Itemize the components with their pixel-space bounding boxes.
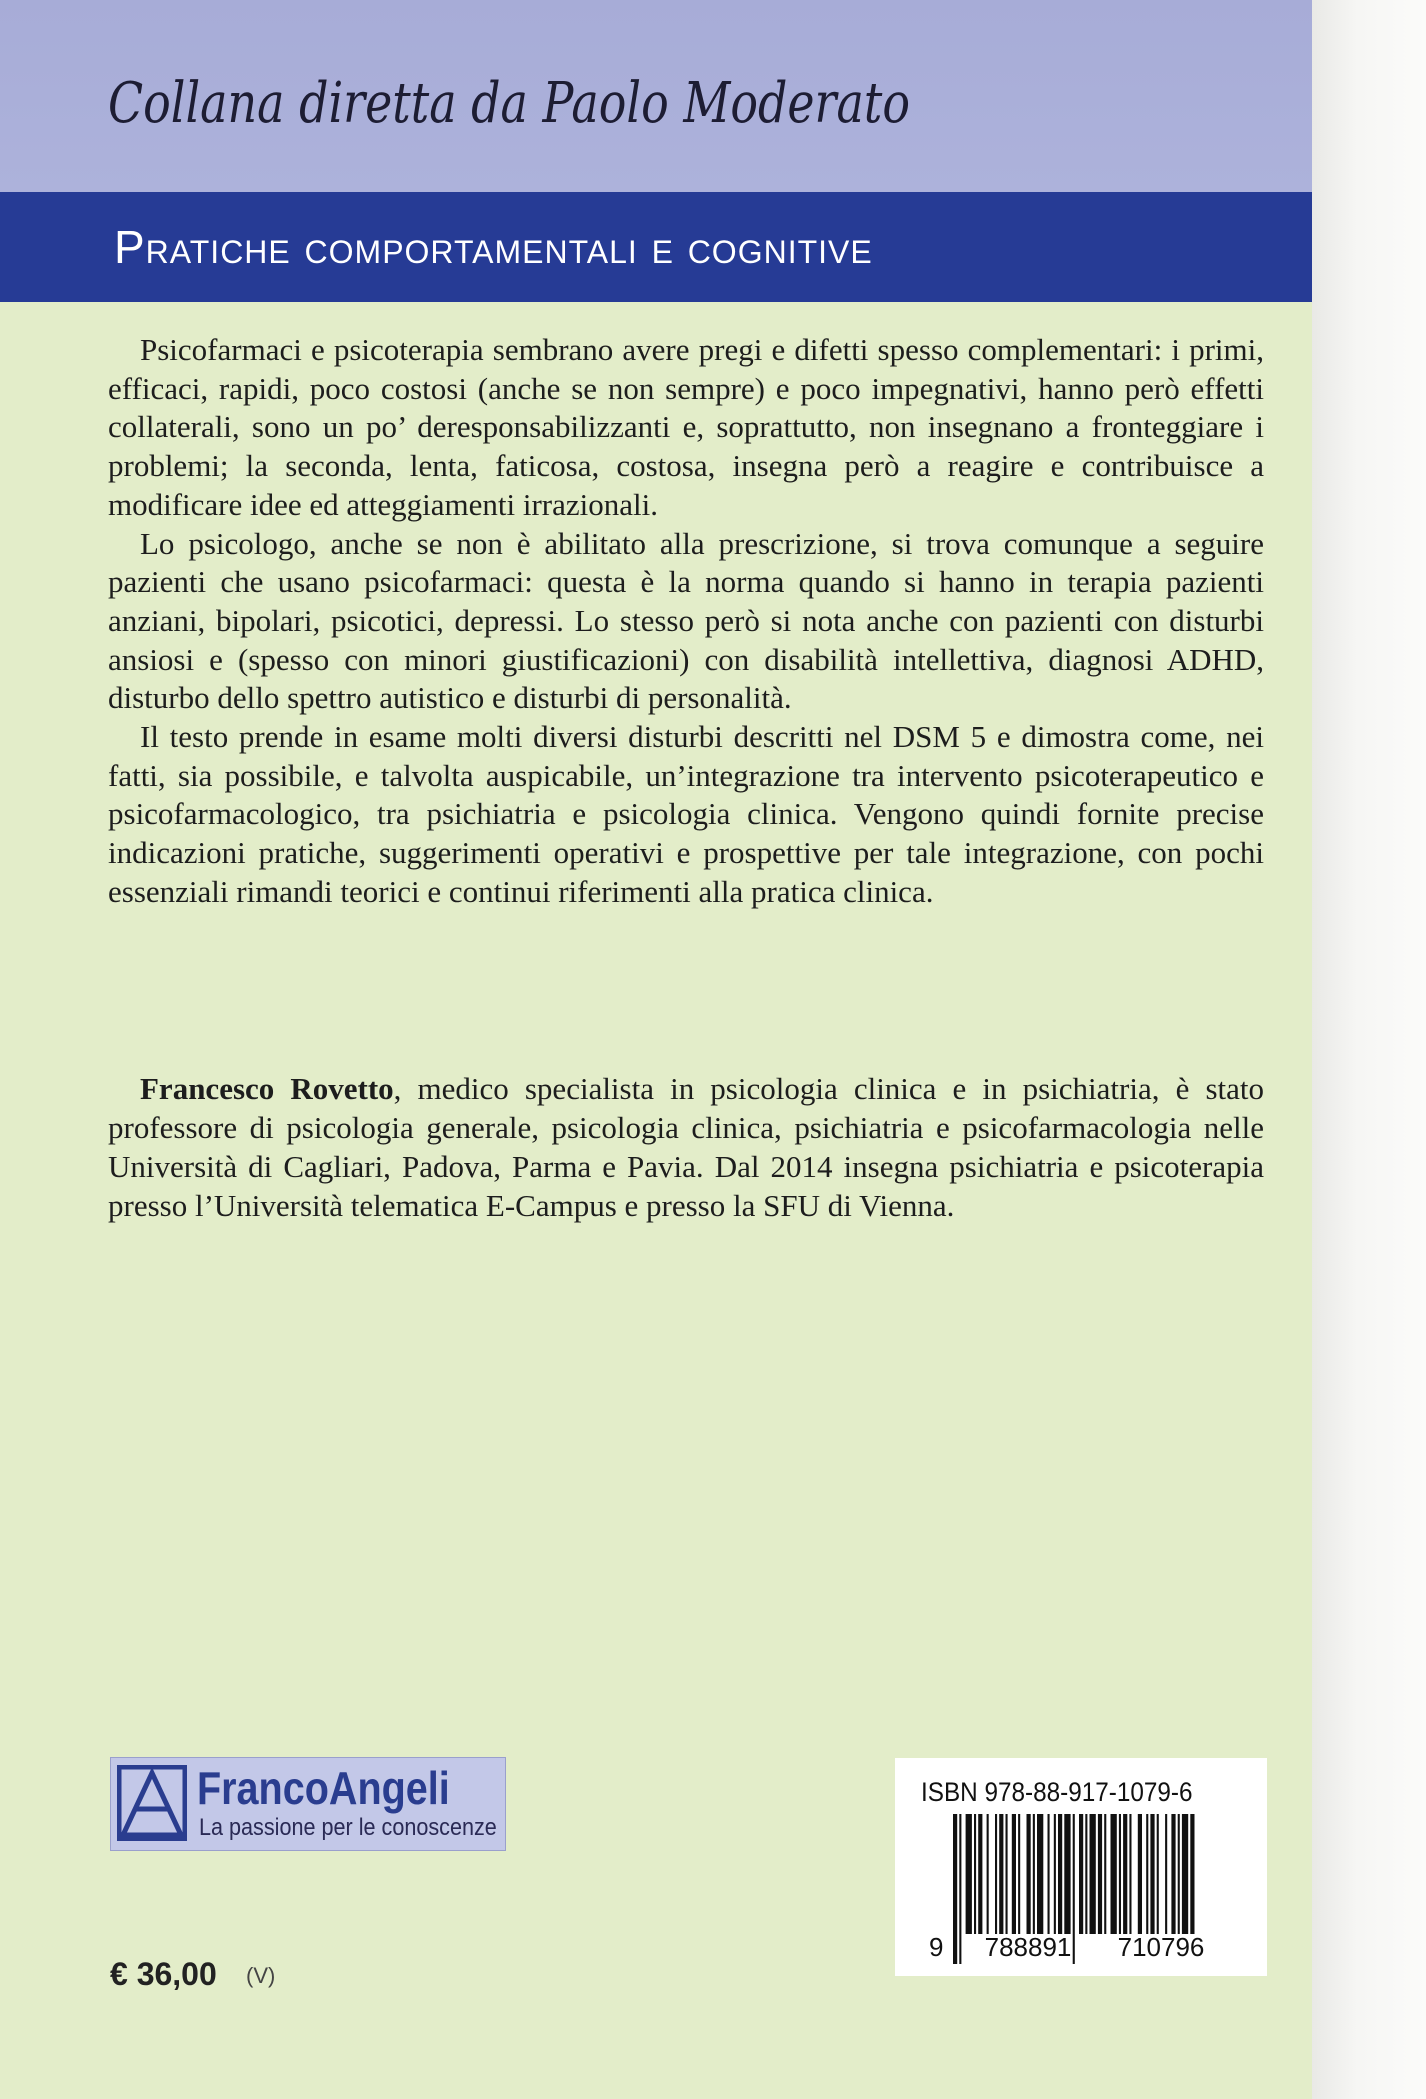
publisher-logo-icon [117,1765,187,1841]
barcode-bar [1119,1814,1121,1934]
author-bio-text: , medico specialista in psicologia clinica e in psichiatria, è stato professore di psicologia generale, psicologia clinica, psichiatria e psicofarmacologia nelle Università di Cagliari, Padova, Parma e Pavia. Dal 2014 insegna psichiatria e psicoterapia presso l’Università telematica E-Campus e presso la SFU di Vienna. [108,1071,1264,1223]
barcode-bar [1085,1814,1087,1934]
barcode-bar [1111,1814,1117,1934]
series-director: Collana diretta da Paolo Moderato [108,71,910,136]
publisher-logo [110,1757,506,1851]
barcode-bar [1064,1814,1070,1934]
barcode-bar [953,1814,957,1964]
isbn-text: ISBN 978-88-917-1079-6 [921,1777,1193,1807]
barcode-bar [1098,1814,1102,1934]
series-bar [0,192,1312,302]
publisher-name: FrancoAngeli [197,1762,450,1814]
barcode-bar [1150,1814,1154,1934]
barcode-bar [1058,1814,1062,1934]
price: € 36,00 [110,1956,217,1992]
barcode-bar [1033,1814,1035,1934]
barcode-bar [959,1814,961,1964]
barcode-bar [1165,1814,1167,1934]
barcode-bar [999,1814,1003,1934]
barcode-bar [1104,1814,1106,1934]
series-title: Pratiche comportamentali e cognitive [114,221,873,273]
description-paragraph: Il testo prende in esame molti diversi disturbi descritti nel DSM 5 e dimostra come, nei fatti, sia possibile, e talvolta auspicabile, un’integrazione tra intervento psicoterapeutico e psicofarmacologico, tra psichiatria e psicologia clinica. Vengono quindi fornite precise indicazioni pratiche, suggerimenti operativi e prospettive per tale integrazione, con pochi essenziali rimandi teorici e continui riferimenti alla pratica clinica. [108,719,1264,909]
barcode-bar [1012,1814,1016,1934]
barcode-bar [1182,1814,1188,1934]
author-bio-paragraph [108,1069,1264,1225]
barcode-digits-left: 788891 [984,1932,1072,1962]
author-name: Francesco Rovetto [140,1071,394,1106]
barcode-bar [1129,1814,1131,1934]
barcode-bar [1090,1814,1096,1934]
publisher-tagline: La passione per le conoscenze [199,1814,497,1841]
barcode-bar [1146,1814,1148,1934]
barcode-bar [1048,1814,1050,1934]
description-paragraph: Lo psicologo, anche se non è abilitato alla prescrizione, si trova comunque a seguire pazienti che usano psicofarmaci: questa è la norma quando si hanno in terapia pazienti anziani, bipolari, psicotici, depressi. Lo stesso però si nota anche con pazienti con disturbi ansiosi e (spesso con minori giustificazioni) con disabilità intellettiva, diagnosi ADHD, disturbo dello spettro autistico e disturbi di personalità. [108,525,1264,716]
barcode-bar [1079,1814,1083,1934]
barcode-bar [1138,1814,1142,1934]
barcode-bar [995,1814,997,1934]
description-paragraph: Psicofarmaci e psicoterapia sembrano avere pregi e difetti spesso complementari: i primi, efficaci, rapidi, poco costosi (anche se non sempre) e poco impegnativi, hanno però effetti collaterali, sono un po’ deresponsabilizzanti e, soprattutto, non insegnano a fronteggiare i problemi; la seconda, lenta, faticosa, costosa, insegna però a reagire e contribuisce a modificare idee ed atteggiamenti irrazionali. [108,332,1264,522]
barcode-bar [1027,1814,1031,1934]
barcode-bar [966,1814,972,1934]
barcode-bar [978,1814,982,1934]
barcode-bar [1018,1814,1020,1934]
barcode-bar [1157,1814,1159,1934]
barcode-bar [974,1814,976,1934]
barcode-bar [1171,1814,1175,1934]
barcode-bar [987,1814,989,1934]
author-bio [108,1069,1264,1225]
barcode-bar [1006,1814,1008,1934]
barcode-bar [1054,1814,1056,1934]
series-band [0,0,1312,192]
barcode-bar [1037,1814,1043,1934]
page-edge [1312,0,1426,2099]
barcode-digits-right: 710796 [1117,1932,1205,1962]
barcode-bar [1123,1814,1127,1934]
barcode-bar [1178,1814,1180,1934]
barcode-bar [1190,1814,1194,1934]
vat-mark: (V) [246,1963,276,1988]
barcode-box [895,1758,1267,1976]
barcode-digit-first: 9 [929,1932,944,1962]
book-description [108,331,1264,912]
